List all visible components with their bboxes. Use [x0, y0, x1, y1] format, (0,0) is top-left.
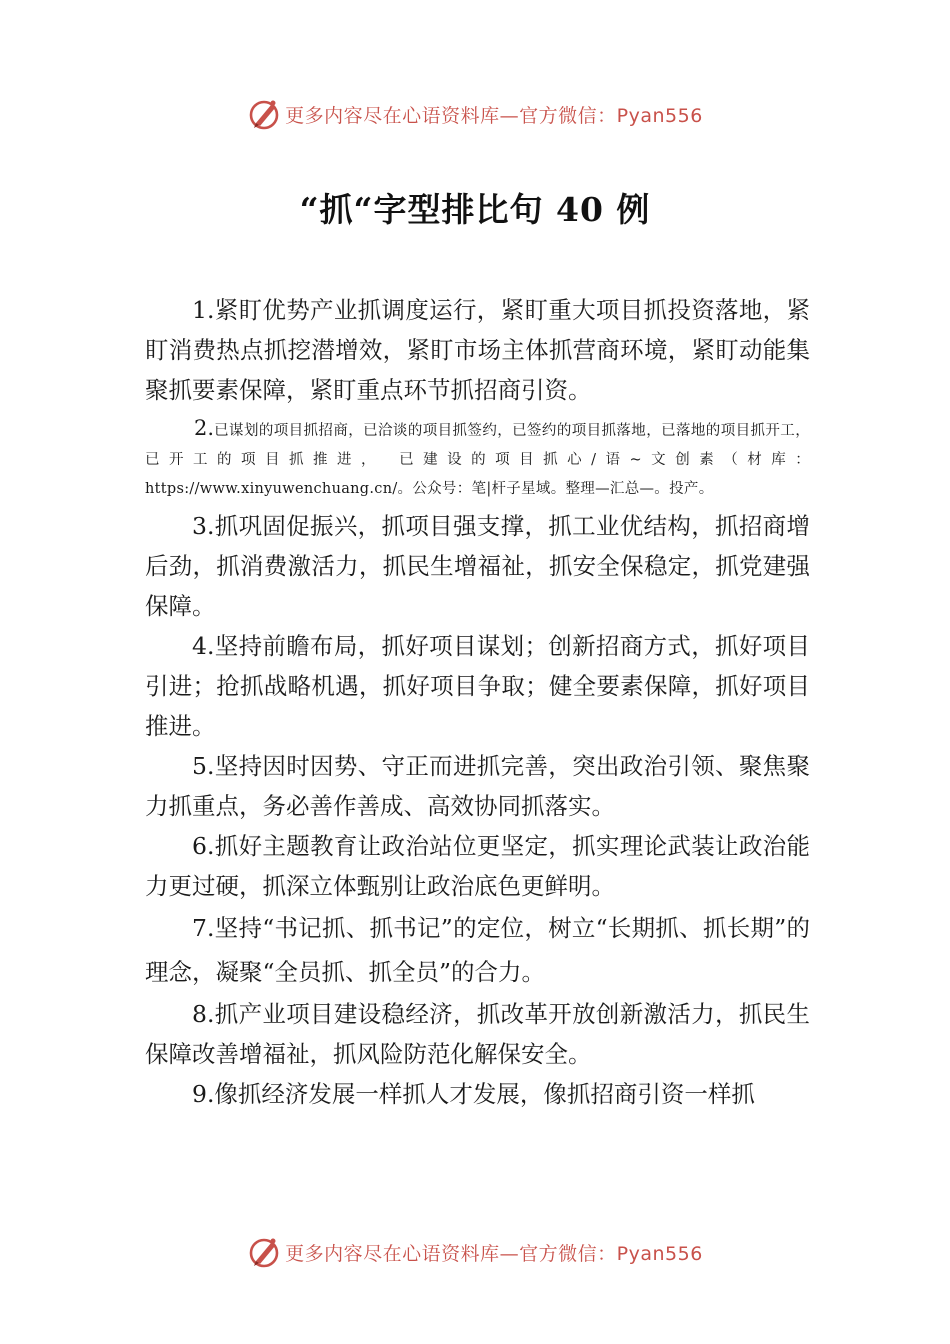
- footer-watermark-banner: [0, 1232, 950, 1272]
- pen-logo-icon: [247, 97, 281, 131]
- paragraph-7: 7.坚持“书记抓、抓书记”的定位，树立“长期抓、抓长期”的理念，凝聚“全员抓、抓全员”的合力。: [145, 914, 810, 986]
- paragraph-3: 3.抓巩固促振兴，抓项目强支撑，抓工业优结构，抓招商增后劲，抓消费激活力，抓民生增福祉，抓安全保稳定，抓党建强保障。: [145, 512, 810, 620]
- paragraph-5: 5.坚持因时因势、守正而进抓完善，突出政治引领、聚焦聚力抓重点，务必善作善成、高效协同抓落实。: [145, 752, 810, 820]
- paragraph-6: 6.抓好主题教育让政治站位更坚定，抓实理论武装让政治能力更过硬，抓深立体甄别让政治底色更鲜明。: [145, 832, 810, 900]
- banner-text: [285, 1239, 703, 1266]
- paragraph-2-text: 已谋划的项目抓招商，已洽谈的项目抓签约，已签约的项目抓落地，已落地的项目抓开工，已开工的项目抓推进， 已建设的项目抓心/语~文创素（材库：https://www.xinyuwenchuang.cn/。公众号：笔|杆子星域。整理—汇总—。投产。: [145, 423, 810, 497]
- paragraph-4: 4.坚持前瞻布局，抓好项目谋划；创新招商方式，抓好项目引进；抢抓战略机遇，抓好项目争取；健全要素保障，抓好项目推进。: [145, 632, 810, 740]
- paragraph-2: [145, 414, 810, 504]
- paragraph-8: 8.抓产业项目建设稳经济，抓改革开放创新激活力，抓民生保障改善增福祉，抓风险防范化解保安全。: [145, 1000, 810, 1068]
- banner-text-cn: 更多内容尽在心语资料库—官方微信：: [285, 1242, 617, 1265]
- page-title: “抓“字型排比句 40 例: [299, 190, 651, 229]
- paragraph-1: 1.紧盯优势产业抓调度运行，紧盯重大项目抓投资落地，紧盯消费热点抓挖潜增效，紧盯市场主体抓营商环境，紧盯动能集聚抓要素保障，紧盯重点环节抓招商引资。: [145, 296, 810, 404]
- banner-text: [285, 101, 703, 128]
- paragraph-2-number: 2.: [194, 416, 215, 440]
- banner-wechat-id: Pyan556: [616, 1242, 703, 1265]
- header-watermark-banner: [0, 94, 950, 134]
- pen-logo-icon: [247, 1235, 281, 1269]
- document-body: [145, 290, 810, 1114]
- banner-wechat-id: Pyan556: [616, 104, 703, 127]
- paragraph-9: 9.像抓经济发展一样抓人才发展，像抓招商引资一样抓: [192, 1080, 755, 1108]
- banner-text-cn: 更多内容尽在心语资料库—官方微信：: [285, 104, 617, 127]
